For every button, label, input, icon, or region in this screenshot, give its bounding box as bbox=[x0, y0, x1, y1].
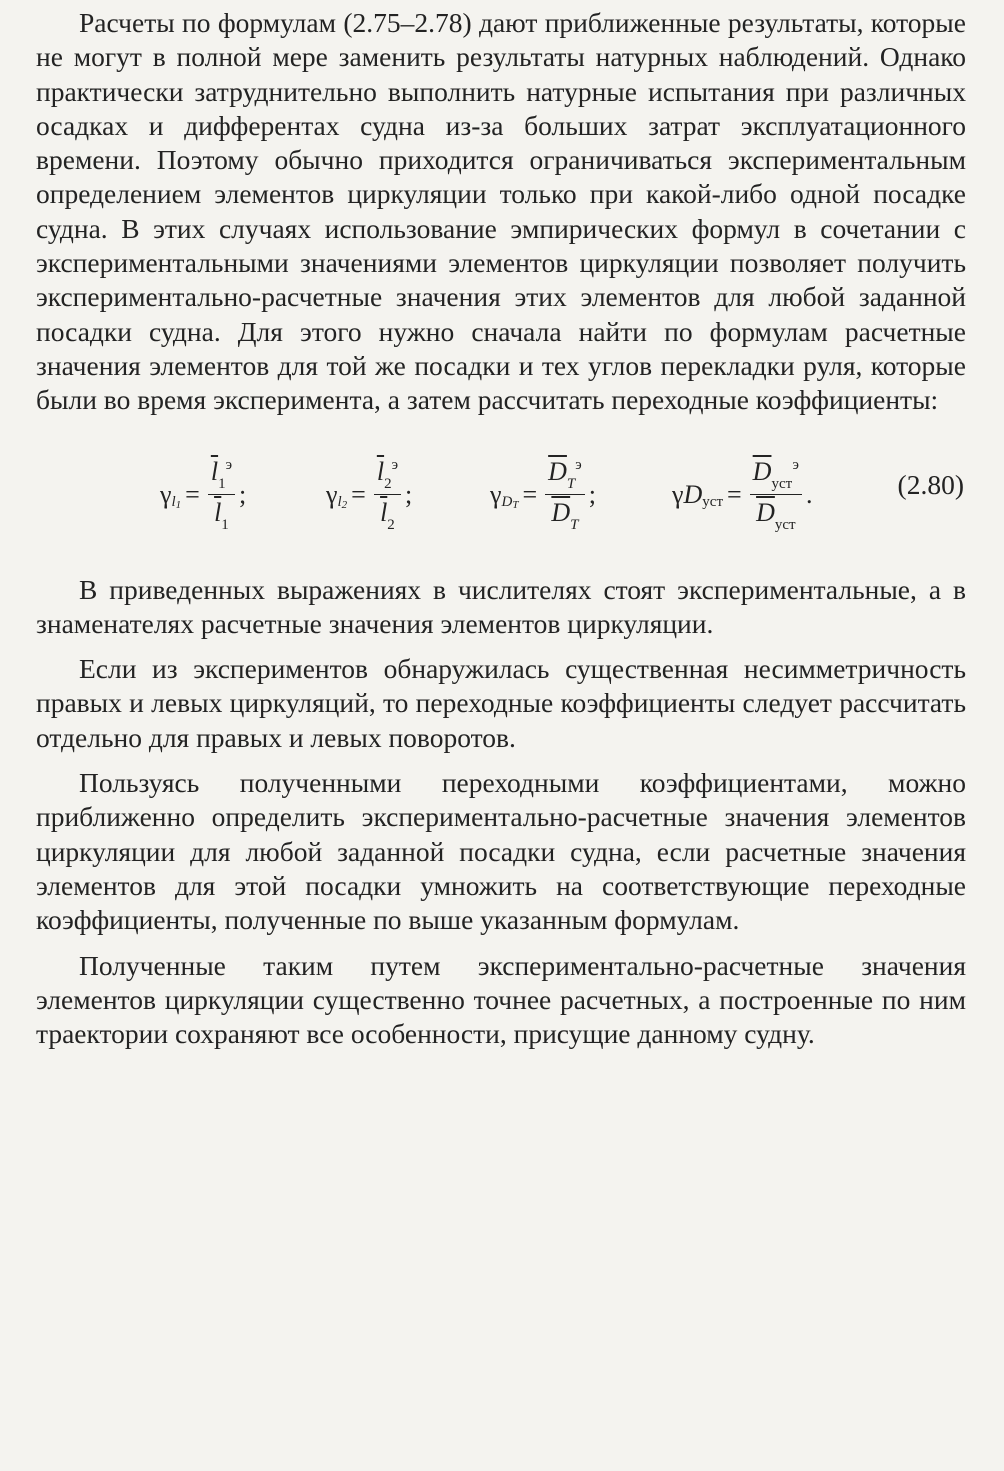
var-index: уст bbox=[771, 476, 793, 493]
denominator bbox=[211, 495, 232, 535]
var-d: $\overline{D}$ bbox=[752, 457, 772, 487]
equals-sign: = bbox=[185, 479, 200, 509]
exp-mark: э bbox=[792, 457, 799, 474]
paragraph-1: Расчеты по формулам (2.75–2.78) дают приближенные результаты, которые не могут в полной мере заменить результаты натурных наблюдений. Однако практически затруднительно выполнить натурные испытания при различных осадках и дифферентах судна из-за больших затрат эксплуатационного времени. Поэтому обычно приходится ограничиваться экспериментальным определением элементов циркуляции только при какой-либо одной посадке судна. В этих случаях использование эмпирических формул в сочетании с экспериментальными значениями элементов циркуляции позволяет получить экспериментально-расчетные значения этих элементов для любой заданной посадки судна. Для этого нужно сначала найти по формулам расчетные значения элементов для той же посадки и тех углов перекладки руля, которые были во время эксперимента, а затем рассчитать переходные коэффициенты: bbox=[36, 7, 966, 416]
gamma-symbol: γ bbox=[490, 479, 502, 509]
formula-term-gamma-dt bbox=[490, 447, 596, 543]
sub-l: l bbox=[337, 494, 342, 511]
paragraph-3: Если из экспериментов обнаружилась существенная несимметричность правых и левых циркуляций, то переходные коэффициенты следует рассчитать отдельно для правых и левых поворотов. bbox=[36, 653, 966, 753]
gamma-symbol: γ bbox=[326, 479, 338, 509]
var-index: 1 bbox=[221, 517, 229, 534]
var-d: $\overline{D}$ bbox=[548, 457, 567, 487]
fraction bbox=[545, 454, 585, 535]
var-index: T bbox=[570, 517, 579, 534]
numerator bbox=[374, 454, 401, 495]
terminator: . bbox=[806, 479, 813, 509]
exp-mark: э bbox=[225, 457, 233, 474]
paragraph-2: В приведенных выражениях в числителях стоят экспериментальные, а в знаменателях расчетные значения элементов циркуляции. bbox=[36, 573, 966, 639]
var-index: уст bbox=[774, 517, 796, 534]
separator: ; bbox=[239, 479, 247, 509]
var-l: $\overline{l}$ bbox=[380, 498, 388, 528]
formula-term-gamma-dust bbox=[672, 447, 813, 543]
var-d: $\overline{D}$ bbox=[756, 498, 775, 528]
exp-mark: э bbox=[575, 457, 582, 474]
equals-sign: = bbox=[727, 479, 742, 509]
fraction bbox=[750, 454, 802, 535]
var-index: T bbox=[566, 476, 576, 493]
sub-l: l bbox=[171, 494, 176, 511]
var-index: 2 bbox=[387, 517, 395, 534]
sub-index: 2 bbox=[341, 499, 348, 512]
formula-2-80 bbox=[36, 447, 966, 543]
equals-sign: = bbox=[522, 479, 538, 509]
var-index: 1 bbox=[218, 476, 226, 493]
gamma-symbol: γ bbox=[672, 479, 684, 509]
sub-index: 1 bbox=[175, 499, 182, 512]
denominator bbox=[377, 495, 398, 535]
formula-term-gamma-l1 bbox=[160, 447, 246, 543]
numerator bbox=[208, 454, 235, 495]
gamma-symbol: γ bbox=[160, 479, 172, 509]
separator: ; bbox=[405, 479, 413, 509]
paragraph-5: Полученные таким путем экспериментально-расчетные значения элементов циркуляции существенно точнее расчетных, а построенные по ним траектории сохраняют все особенности, присущие данному судну. bbox=[36, 949, 966, 1050]
separator: ; bbox=[588, 479, 596, 509]
sub-index: T bbox=[512, 499, 519, 512]
denominator bbox=[548, 495, 581, 535]
var-l: $\overline{l}$ bbox=[210, 457, 219, 487]
exp-mark: э bbox=[391, 457, 399, 474]
fraction bbox=[208, 454, 235, 535]
equation-number: (2.80) bbox=[897, 468, 964, 500]
sub-index: уст bbox=[702, 494, 723, 511]
var-d: $\overline{D}$ bbox=[551, 498, 571, 528]
formula-term-gamma-l2 bbox=[326, 447, 412, 543]
var-d: D bbox=[683, 479, 703, 509]
var-index: 2 bbox=[384, 476, 392, 493]
var-l: $\overline{l}$ bbox=[214, 498, 222, 528]
sub-d: D bbox=[501, 494, 513, 511]
numerator bbox=[545, 454, 585, 495]
paragraph-4: Пользуясь полученными переходными коэффициентами, можно приближенно определить экспериментально-расчетные значения элементов циркуляции для любой заданной посадки судна, если расчетные значения элементов для этой посадки умножить на соответствующие переходные коэффициенты, полученные по выше указанным формулам. bbox=[36, 767, 966, 936]
fraction bbox=[374, 454, 401, 535]
denominator bbox=[753, 495, 799, 535]
equals-sign: = bbox=[351, 479, 366, 509]
var-l: $\overline{l}$ bbox=[376, 457, 385, 487]
numerator bbox=[750, 454, 802, 495]
